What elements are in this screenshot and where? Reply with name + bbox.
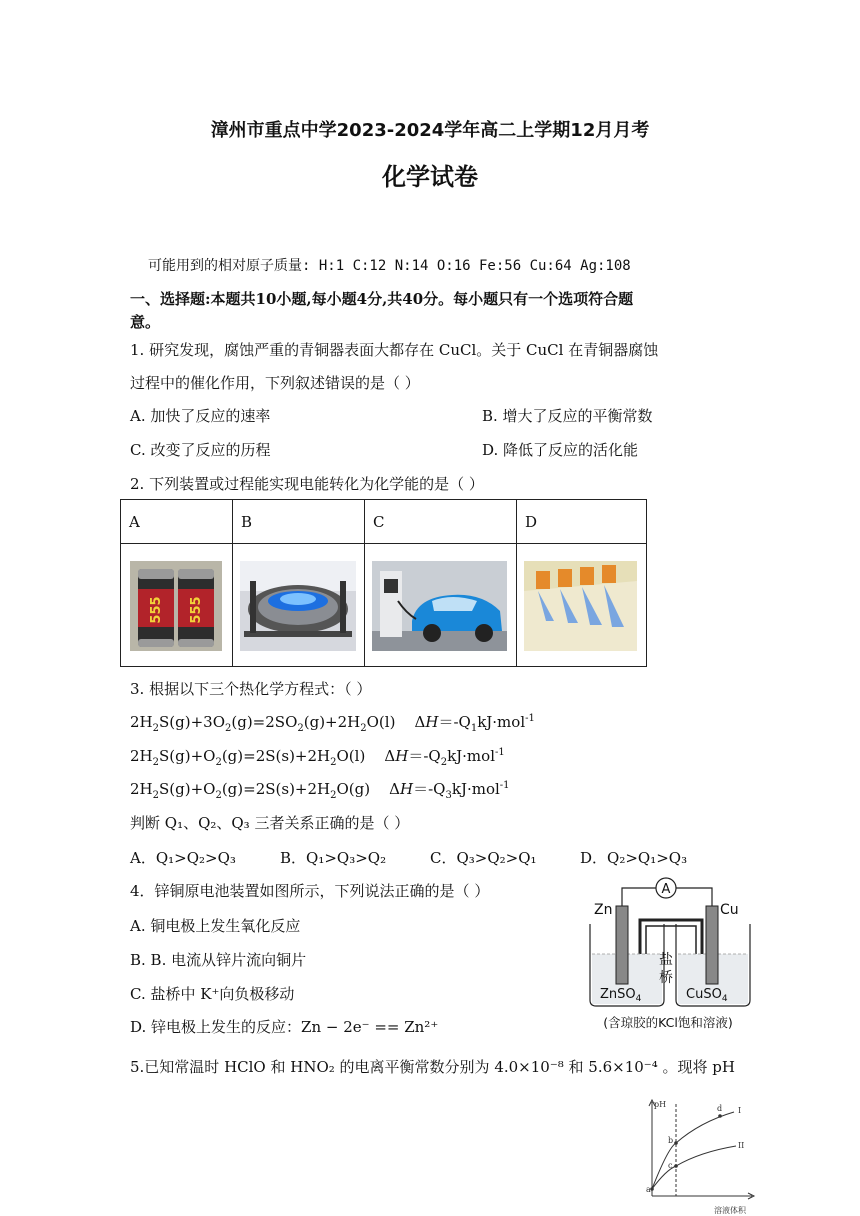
graph-xlabel: 溶液体积 (714, 1206, 746, 1214)
zn-electrode-label: Zn (594, 902, 613, 918)
q3-equation-2: $2H_2S(g)+O_2(g)=2S(s)+2H_2O(l)$ $\Delta H=-Q_2kJ\cdot mol^{-1}$ (130, 747, 505, 768)
salt-bridge-label-2: 桥 (659, 970, 673, 986)
ev-charging-image (372, 561, 507, 651)
q1-option-a: A. 加快了反应的速率 (130, 407, 271, 425)
q4-option-a: A. 铜电极上发生氧化反应 (130, 917, 301, 935)
q1-stem-line2: 过程中的催化作用，下列叙述错误的是（ ） (130, 374, 420, 392)
salt-bridge-caption: (含琼胶的KCl饱和溶液) (603, 1015, 733, 1030)
section-heading-line2: 意。 (130, 313, 161, 331)
q2-header-c: C (365, 500, 517, 544)
exam-title: 漳州市重点中学2023-2024学年高二上学期12月月考 (210, 120, 650, 141)
exam-subtitle: 化学试卷 (382, 163, 478, 191)
q3-option-c: C．Q₃>Q₂>Q₁ (430, 849, 537, 867)
battery-label-left: 555 (149, 596, 164, 624)
ammeter-label: A (661, 882, 671, 897)
q2-header-a: A (121, 500, 233, 544)
atomic-masses: 可能用到的相对原子质量: H:1 C:12 N:14 O:16 Fe:56 Cu:64 Ag:108 (148, 258, 631, 274)
salt-bridge-label-1: 盐 (659, 952, 673, 968)
q1-option-c: C. 改变了反应的历程 (130, 441, 271, 459)
q1-stem-line1: 1. 研究发现，腐蚀严重的青铜器表面大都存在 CuCl。关于 CuCl 在青铜器腐蚀 (130, 341, 659, 359)
galvanic-cell-diagram (578, 872, 758, 1034)
section-heading-line1: 一、选择题:本题共10小题,每小题4分,共40分。每小题只有一个选项符合题 (130, 290, 634, 308)
graph-ylabel: pH (654, 1100, 667, 1109)
q2-stem: 2. 下列装置或过程能实现电能转化为化学能的是（ ） (130, 475, 484, 493)
point-d-label: d (717, 1104, 723, 1113)
q3-option-d: D．Q₂>Q₁>Q₃ (580, 849, 688, 867)
q1-option-d: D. 降低了反应的活化能 (482, 441, 639, 459)
q3-equation-1: $2H_2S(g)+3O_2(g)=2SO_2(g)+2H_2O(l)$ $\Delta H=-Q_1kJ\cdot mol^{-1}$ (130, 713, 535, 734)
curve-label-1: I (738, 1106, 742, 1115)
gas-stove-image (240, 561, 356, 651)
znso4-label: ZnSO$_4$ (600, 987, 642, 1004)
q2-header-b: B (233, 500, 365, 544)
point-b-label: b (668, 1136, 674, 1145)
battery-image (130, 561, 222, 651)
battery-label-right: 555 (189, 596, 204, 624)
q3-stem: 3. 根据以下三个热化学方程式：（ ） (130, 680, 372, 698)
q3-equation-3: $2H_2S(g)+O_2(g)=2S(s)+2H_2O(g)$ $\Delta H=-Q_3kJ\cdot mol^{-1}$ (130, 780, 510, 801)
cuso4-label: CuSO$_4$ (686, 987, 728, 1004)
q1-option-b: B. 增大了反应的平衡常数 (482, 407, 653, 425)
q2-header-d: D (517, 500, 647, 544)
q4-option-c: C. 盐桥中 K⁺向负极移动 (130, 985, 295, 1003)
cu-electrode-label: Cu (720, 902, 739, 918)
point-a-label: a (646, 1185, 651, 1194)
point-c-label: c (668, 1161, 673, 1170)
q4-stem: 4．锌铜原电池装置如图所示，下列说法正确的是（ ） (130, 882, 490, 900)
q3-option-b: B．Q₁>Q₃>Q₂ (280, 849, 387, 867)
q3-option-a: A．Q₁>Q₂>Q₃ (130, 849, 236, 867)
q5-stem: 5.已知常温时 HClO 和 HNO₂ 的电离平衡常数分别为 4.0×10⁻⁸ 和 5.6×10⁻⁴ 。现将 pH (130, 1058, 735, 1076)
electrophoresis-image (524, 561, 637, 651)
ph-dilution-graph (640, 1096, 760, 1214)
q4-option-d: D. 锌电极上发生的反应：Zn − 2e⁻ == Zn²⁺ (130, 1018, 439, 1036)
q4-option-b: B. B. 电流从锌片流向铜片 (130, 951, 307, 969)
curve-label-2: II (738, 1141, 745, 1150)
q3-judge: 判断 Q₁、Q₂、Q₃ 三者关系正确的是（ ） (130, 814, 410, 832)
q2-options-table (120, 499, 647, 667)
